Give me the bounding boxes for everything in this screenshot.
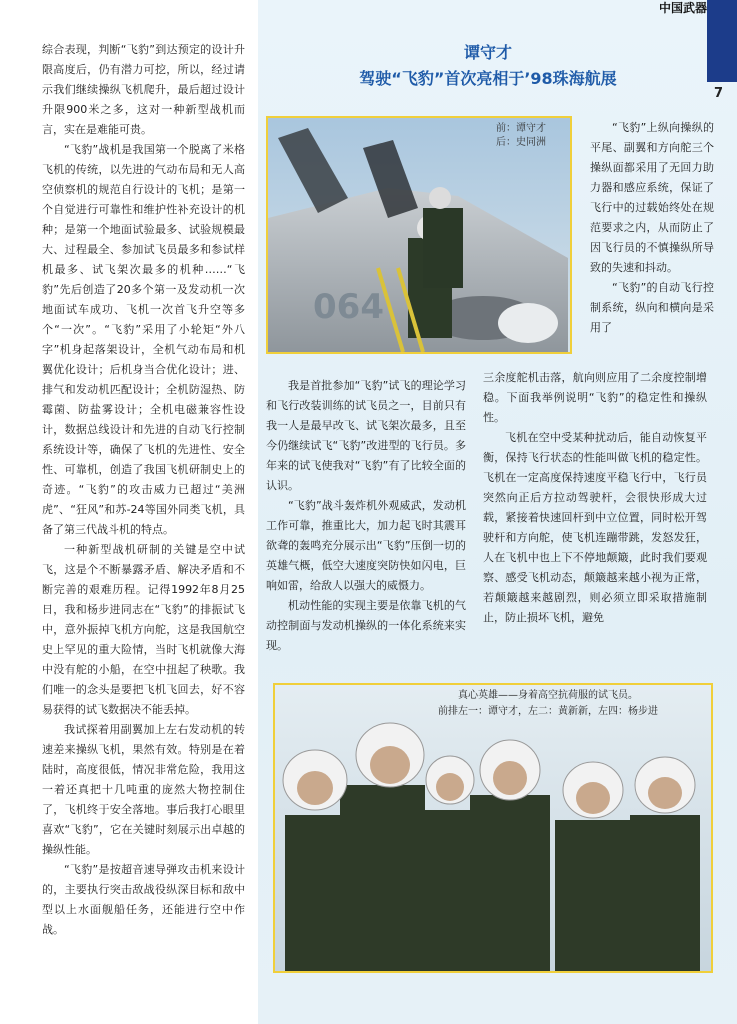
article-title-name: 谭守才 — [463, 43, 512, 62]
paragraph: “飞豹”的自动飞行控制系统，纵向和横向是采用了 — [590, 281, 714, 334]
caption-line: 真心英雄——身着高空抗荷服的试飞员。 — [458, 690, 638, 701]
right-top-text — [590, 118, 714, 338]
paragraph: “飞豹”上纵向操纵的平尾、副翼和方向舵三个操纵面都采用了无回力助力器和感应系统，保证了飞行中的过载始终处在规范要求之内，从而防止了因飞行员的不慎操纵所导致的失速和抖动。 — [590, 121, 714, 274]
paragraph: 三余度舵机击落，航向则应用了二余度控制增稳。下面我举例说明“飞豹”的稳定性和操纵性。 — [483, 371, 707, 424]
left-column-text — [42, 40, 245, 940]
pilots-group-photo — [273, 683, 713, 973]
paragraph: 我是首批参加“飞豹”试飞的理论学习和飞行改装训练的试飞员之一，目前只有我一人是最早改飞、试飞架次最多，且至今仍继续试飞“飞豹”改进型的飞行员。多年来的试飞使我对“飞豹”有了比较全面的认识。 — [266, 379, 466, 492]
caption-line: 后：史同洲 — [496, 137, 546, 148]
caption-line: 前：谭守才 — [496, 123, 546, 134]
caption-line: 前排左一：谭守才，左二：黄新新，左四：杨步进 — [438, 706, 658, 717]
paragraph: 一种新型战机研制的关键是空中试飞，这是个不断暴露矛盾、解决矛盾和不断完善的艰难历程。记得1992年8月25日，我和杨步进同志在“飞豹”的排振试飞中，意外振掉飞机方向舵，这是我国航空史上罕见的重大险情，当时飞机就像大海中没有舵的小船，在空中扭起了秧歌。我们唯一的念头是要把飞机飞回去，好不容易获得的试飞数据决不能丢掉。 — [42, 543, 245, 716]
aircraft-number: 064 — [313, 287, 384, 327]
paragraph: “飞豹”战斗轰炸机外观威武，发动机工作可靠，推重比大，加力起飞时其震耳欲聋的轰鸣充分展示出“飞豹”压倒一切的英雄气概，低空大速度突防快如闪电，巨响如雷，给敌人以强大的威慑力。 — [266, 499, 466, 592]
page-number: 7 — [714, 86, 724, 101]
paragraph: 机动性能的实现主要是依靠飞机的气动控制面与发动机操纵的一体化系统来实现。 — [266, 599, 466, 652]
middle-column-text — [266, 376, 466, 656]
paragraph: 我试探着用副翼加上左右发动机的转速差来操纵飞机，果然有效。特别是在着陆时，高度很低，情况非常危险，我用这一着还真把十几吨重的庞然大物控制住了，飞机终于安全落地。事后我打心眼里喜欢“飞豹”，它在关键时刻展示出卓越的操纵性能。 — [42, 723, 245, 856]
photo2-caption — [398, 688, 698, 720]
section-tab — [707, 0, 737, 82]
cockpit-photo — [266, 116, 572, 354]
cockpit-photo-image — [268, 118, 570, 352]
paragraph: 综合表现，判断“飞豹”到达预定的设计升限高度后，仍有潜力可挖，所以，经过请示我们继续操纵飞机爬升，最后超过设计升限900米之多，这对一种新型战机而言，实在是难能可贵。 — [42, 43, 245, 136]
paragraph: “飞豹”是按超音速导弹攻击机来设计的，主要执行突击敌战役纵深目标和敌中型以上水面舰船任务，还能进行空中作战。 — [42, 863, 245, 936]
article-title: 驾驶“飞豹”首次亮相于’98珠海航展 — [359, 69, 617, 88]
magazine-brand: 中国武器 — [658, 1, 707, 15]
pilots-group-image — [275, 685, 711, 971]
paragraph: 飞机在空中受某种扰动后，能自动恢复平衡，保持飞行状态的性能叫做飞机的稳定性。飞机在一定高度保持速度平稳飞行中，飞行员突然向正后方拉动驾驶杆，会很快形成大过载，紧接着快速回杆到中立位置，同时松开驾驶杆和方向舵，使飞机连蹦带跳，发怒发狂，人在飞机中也上下不停地颠簸，此时我们要观察、感受飞机动态，颠簸越来越小视为正常，若颠簸越来越剧烈，则必须立即采取措施制止，防止损坏飞机，避免 — [483, 431, 707, 624]
right-lower-text — [483, 368, 707, 628]
paragraph: “飞豹”战机是我国第一个脱离了米格飞机的传统，以先进的气动布局和无人高空侦察机的规范自行设计的飞机；是第一个自觉进行可靠性和维护性补充设计的机种；是第一个地面试验最多、试验规模最大、过程最全、参加试飞员最多和参试样机最多、试飞架次最多的机种……“飞豹”先后创造了20多个第一及发动机一次地面试车成功、飞机一次首飞升空等多个“一次”。“飞豹”采用了小轮矩“外八字”机身起落架设计，全机气动布局和机翼优化设计；后机身当合优化设计；进、排气和发动机匹配设计；全机防湿热、防霉菌、防盐雾设计；全机电磁兼容性设计，数据总线设计和先进的自动飞行控制系统设计等，确保了飞机的先进性、安全性、可靠机，创造了我国飞机研制史上的奇迹。“飞豹”的攻击威力已超过“美洲虎”、“狂风”和苏-24等国外同类飞机，具备了第三代战斗机的特点。 — [42, 143, 245, 536]
photo1-caption — [496, 122, 546, 150]
